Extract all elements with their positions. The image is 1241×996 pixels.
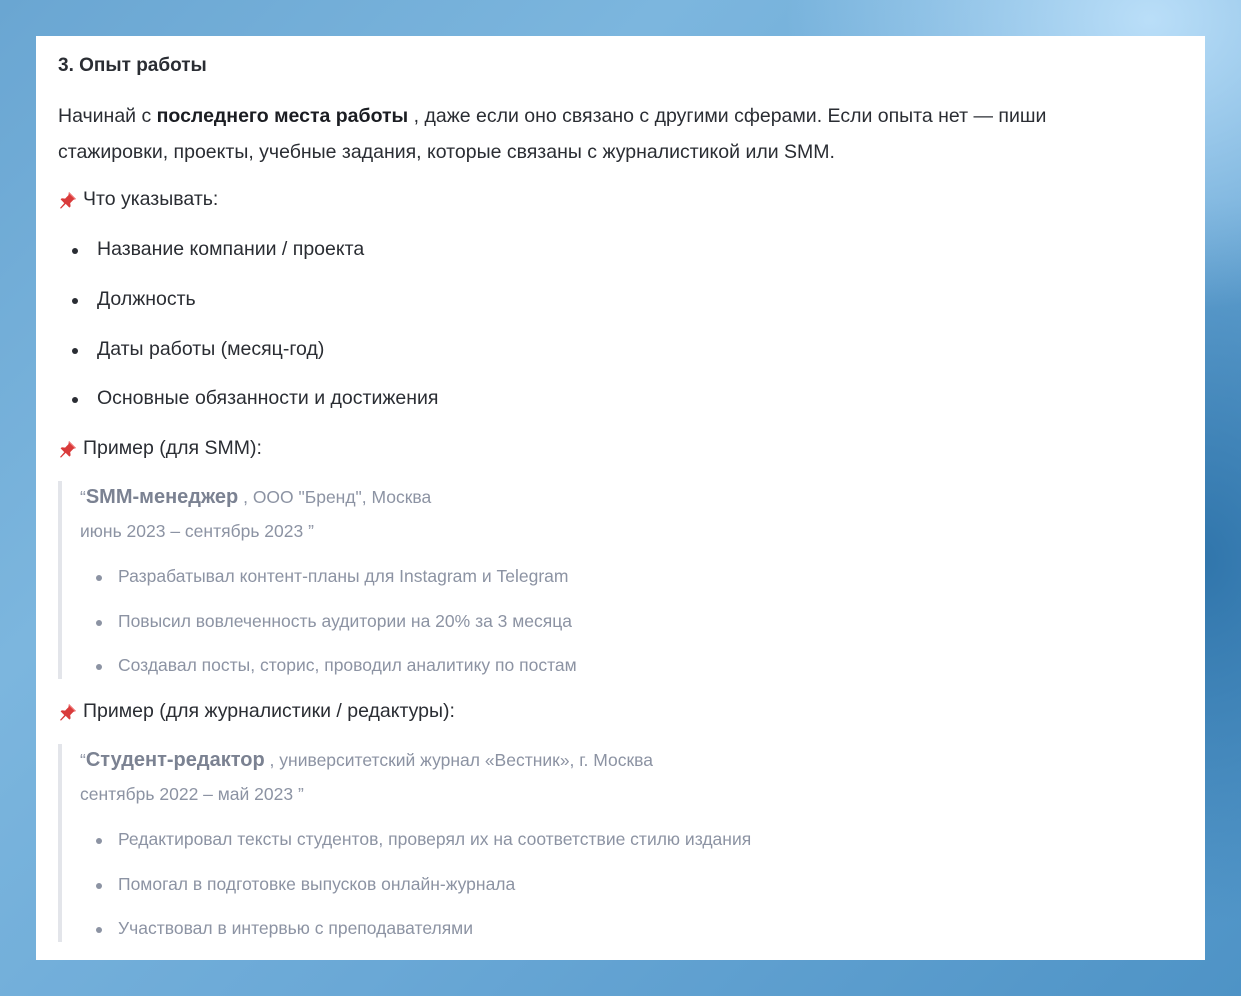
example-journalism-text: Пример (для журналистики / редактуры): [83, 700, 455, 722]
bullet-icon [96, 575, 102, 581]
example-journalism-quote: “Студент-редактор , университетский журнал «Вестник», г. Москва сентябрь 2022 – май 2023 ” Редактировал тексты студентов, проверял их на соответствие стилю издания Помогал в подготовке выпусков онлайн-журнала Участвовал в интервью с преподавателями [58, 744, 1058, 942]
section-title: 3. Опыт работы [58, 55, 207, 76]
pushpin-icon [58, 439, 78, 459]
bullet-icon [96, 838, 102, 844]
bullet-icon [96, 620, 102, 626]
bullet-icon [96, 927, 102, 933]
quote-dates: июнь 2023 – сентябрь 2023 ” [80, 521, 314, 541]
quote-dates: сентябрь 2022 – май 2023 ” [80, 784, 304, 804]
bullet-icon [72, 298, 78, 304]
pushpin-icon [58, 702, 78, 722]
article-card: 3. Опыт работы Начинай с последнего места работы , даже если оно связано с другими сферами. Если опыта нет — пиши стажировки, проекты, учебные задания, которые связаны с журналистикой или SMM. Что указывать: Название компании / проекта Должность Даты работы (месяц-год) Основные обязанности и достижения Пример (для SMM): “SMM-менеджер , ООО "Бренд", Москва июнь 2023 – сентябрь 2023 ” Разрабатывал контент-планы для Instagram и Telegram Повысил вовлеченность аудитории на 20% за 3 месяца Создавал посты, сторис, проводил аналитику по постам Пример (для журналистики / редактуры): “Студент-редактор , университетский журнал «Вестник», г. Москва сентябрь 2022 – май 2023 ” Редактировал тексты студентов, проверял их на соответствие стилю издания Помогал в подготовке выпусков онлайн-журнала Участвовал в интервью с преподавателями [36, 36, 1205, 960]
bullet-icon [96, 883, 102, 889]
bullet-icon [96, 664, 102, 670]
what-to-include-label [58, 188, 218, 211]
pushpin-icon [58, 190, 78, 210]
intro-bold: последнего места работы [156, 105, 409, 127]
intro-rest: , даже если оно связано с другими сферами. Если опыта нет — пиши стажировки, проекты, учебные задания, которые связаны с журналистикой или SMM. [58, 105, 1047, 163]
intro-start: Начинай с [58, 105, 157, 127]
bullet-icon [72, 348, 78, 354]
position-title: SMM-менеджер [85, 486, 239, 508]
example-journalism-label [58, 700, 455, 723]
bullet-icon [72, 248, 78, 254]
what-to-include-text: Что указывать: [83, 188, 219, 210]
example-smm-quote: “SMM-менеджер , ООО "Бренд", Москва июнь 2023 – сентябрь 2023 ” Разрабатывал контент-планы для Instagram и Telegram Повысил вовлеченность аудитории на 20% за 3 месяца Создавал посты, сторис, проводил аналитику по постам [58, 481, 1058, 679]
intro-paragraph [58, 98, 1158, 170]
company-info: , ООО "Бренд", Москва [238, 487, 432, 507]
quote-heading: “Студент-редактор , университетский журнал «Вестник», г. Москва [80, 749, 653, 771]
bullet-icon [72, 397, 78, 403]
example-smm-text: Пример (для SMM): [83, 437, 262, 459]
example-smm-label [58, 437, 262, 460]
company-info: , университетский журнал «Вестник», г. Москва [264, 750, 653, 770]
position-title: Студент-редактор [85, 749, 265, 771]
quote-heading: “SMM-менеджер , ООО "Бренд", Москва [80, 486, 432, 508]
